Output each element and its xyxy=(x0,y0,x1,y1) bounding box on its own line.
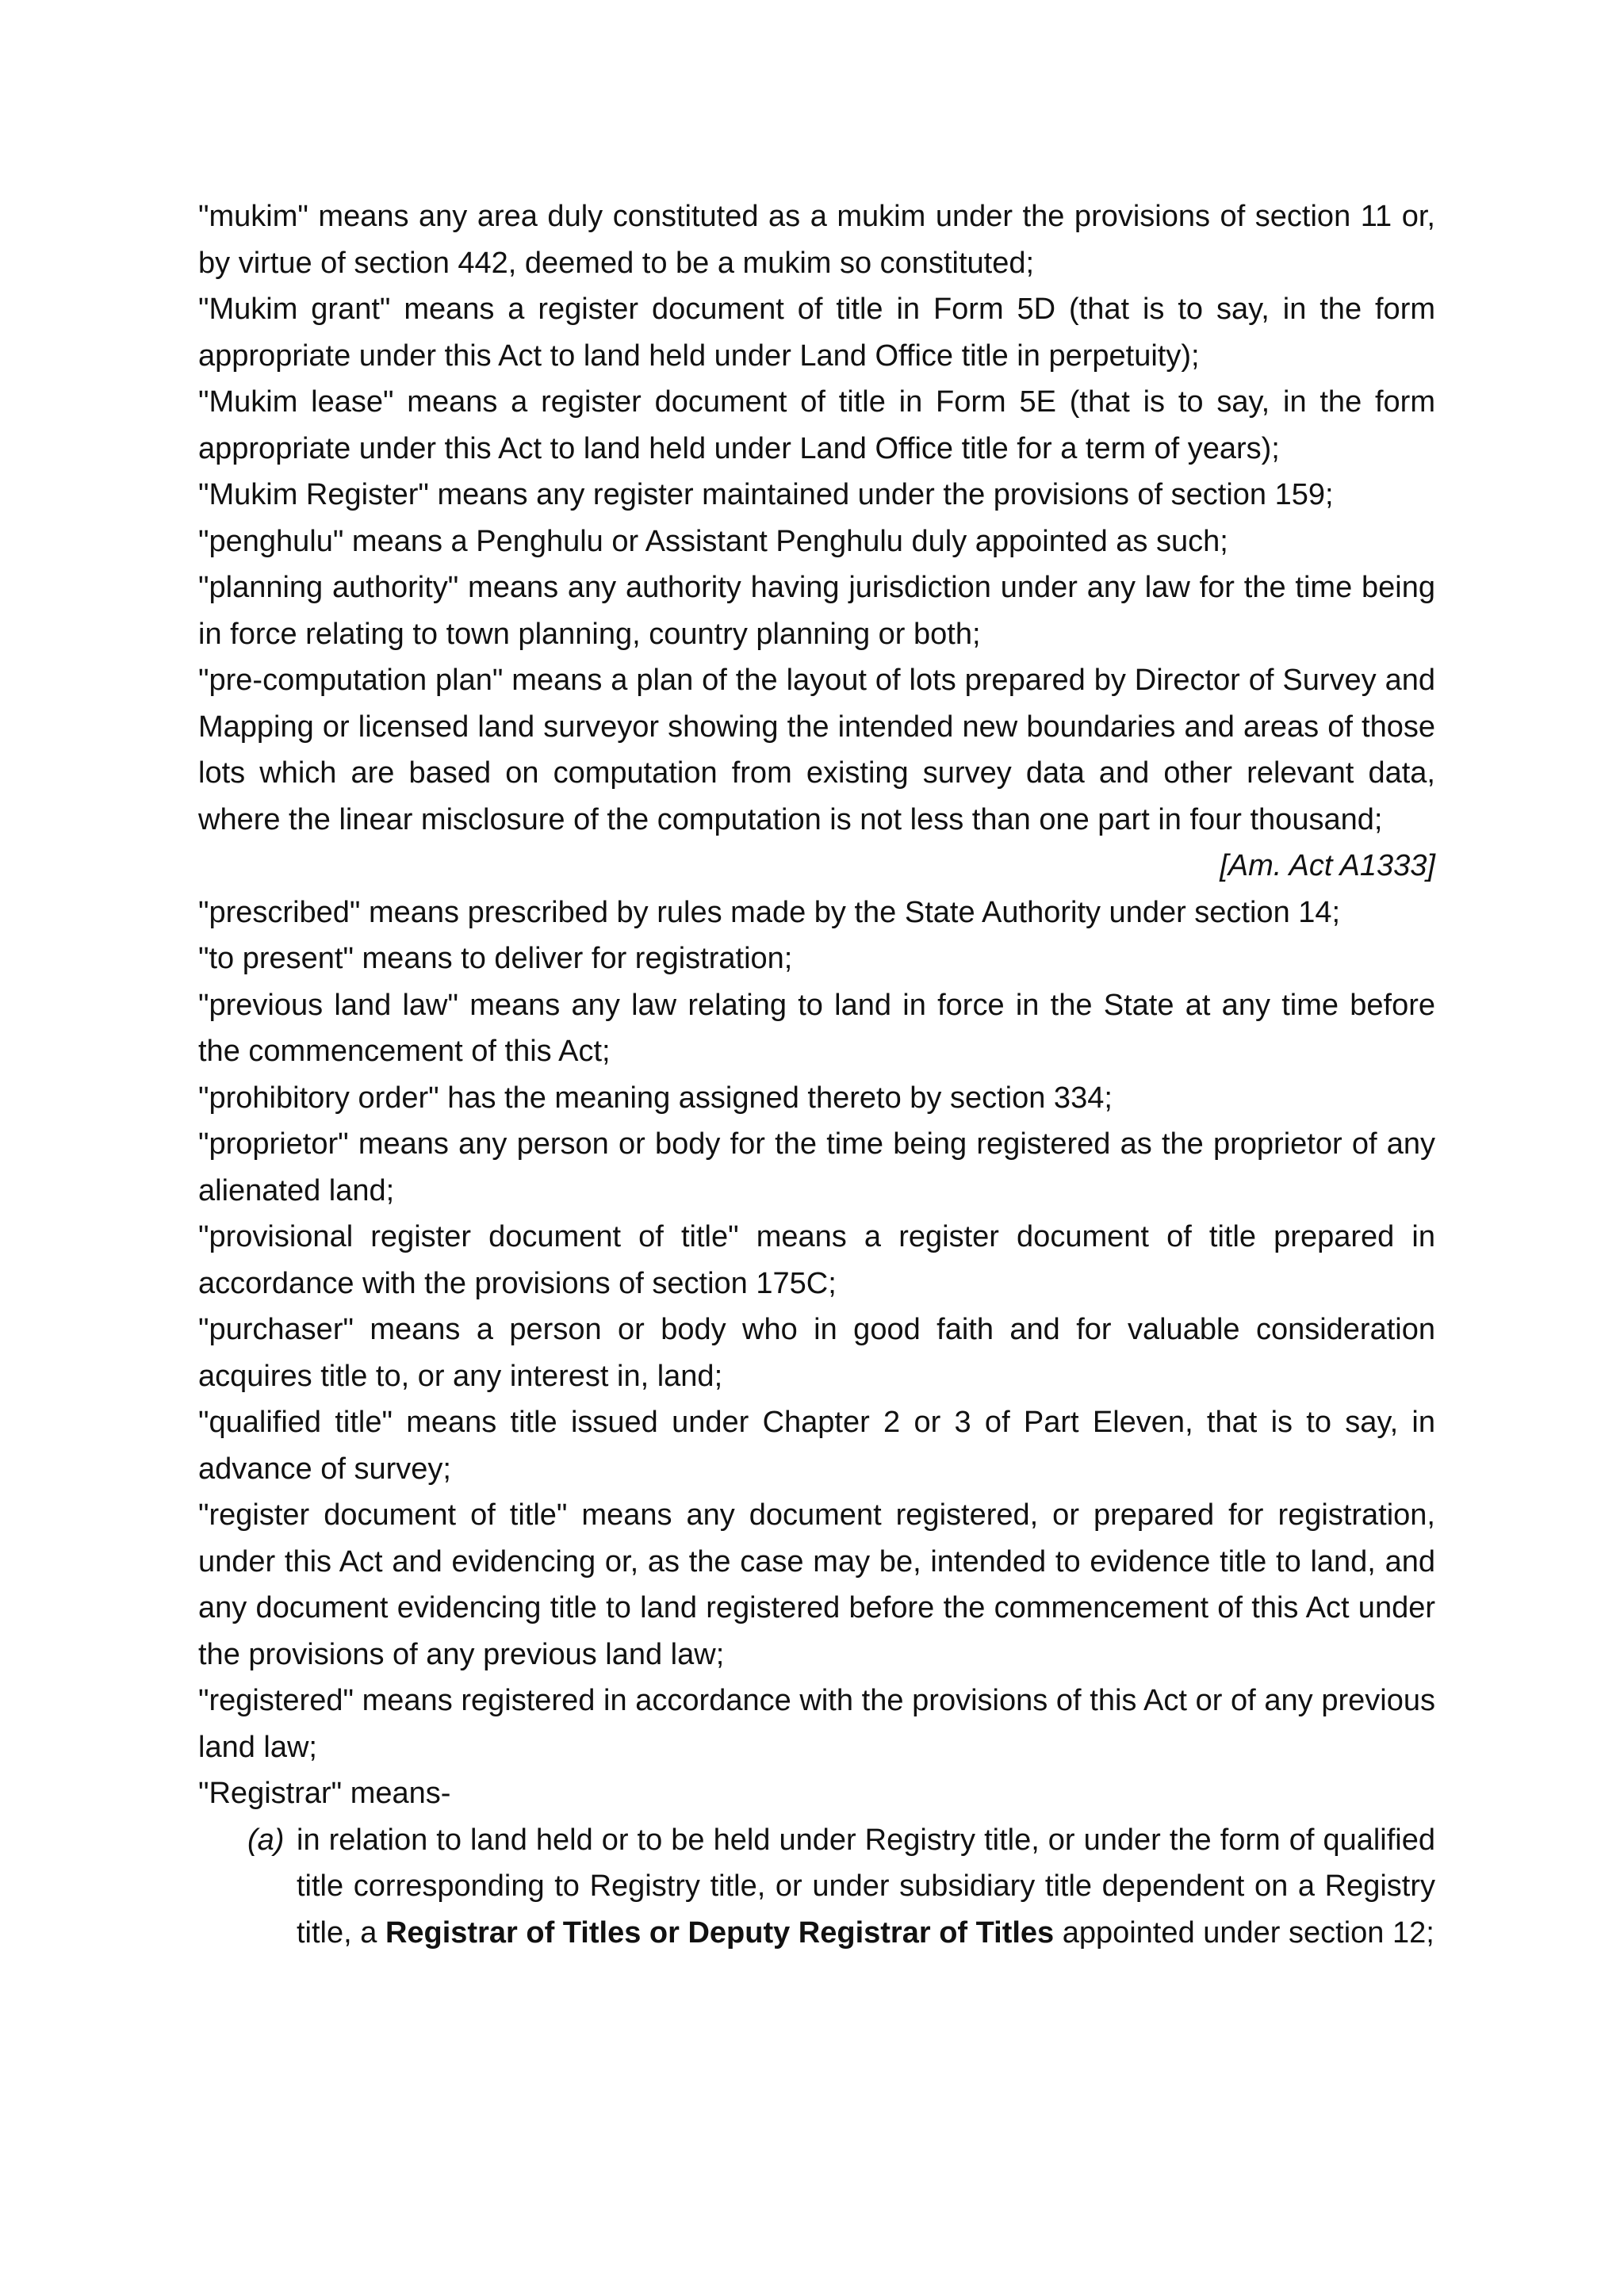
amendment-note: [Am. Act A1333] xyxy=(1220,849,1435,882)
definition-purchaser: "purchaser" means a person or body who in good faith and for valuable consideration acquires title to, or any interest in, land; xyxy=(198,1313,1435,1393)
item-text-end: appointed under section 12; xyxy=(1054,1915,1434,1950)
item-marker: (a) xyxy=(247,1823,285,1857)
document-page xyxy=(198,193,1435,1956)
definition-provisional-register-document: "provisional register document of title" means a register document of title prepared in accordance with the provisions of section 175C; xyxy=(198,1220,1435,1300)
definition-qualified-title: "qualified title" means title issued under Chapter 2 or 3 of Part Eleven, that is to say, in advance of survey; xyxy=(198,1406,1435,1486)
definition-mukim-grant: "Mukim grant" means a register document of title in Form 5D (that is to say, in the form appropriate under this Act to land held under Land Office title in perpetuity); xyxy=(198,293,1435,373)
definition-mukim-register: "Mukim Register" means any register maintained under the provisions of section 159; xyxy=(198,478,1334,511)
definition-to-present: "to present" means to deliver for registration; xyxy=(198,942,793,975)
definition-prohibitory-order: "prohibitory order" has the meaning assigned thereto by section 334; xyxy=(198,1081,1113,1115)
definition-mukim-lease: "Mukim lease" means a register document of title in Form 5E (that is to say, in the form appropriate under this Act to land held under Land Office title for a term of years); xyxy=(198,385,1435,465)
item-bold-text: Registrar of Titles or Deputy Registrar of Titles xyxy=(385,1915,1055,1950)
definition-registered: "registered" means registered in accordance with the provisions of this Act or of any previous land law; xyxy=(198,1684,1435,1764)
item-text: in relation to land held or to be held under Registry title, or under the form of qualified title corresponding to Registry title, or under subsidiary title dependent on a Registry title, a xyxy=(297,1823,1435,1950)
registrar-item-a xyxy=(247,1817,1435,1957)
definition-mukim: "mukim" means any area duly constituted as a mukim under the provisions of section 11 or, by virtue of section 442, deemed to be a mukim so constituted; xyxy=(198,200,1435,280)
definition-prescribed: "prescribed" means prescribed by rules made by the State Authority under section 14; xyxy=(198,895,1341,929)
definition-register-document-of-title: "register document of title" means any document registered, or prepared for registration, under this Act and evidencing or, as the case may be, intended to evidence title to land, and any document evidencing title to land registered before the commencement of this Act under the provisions of any previous land law; xyxy=(198,1498,1435,1671)
definition-registrar: "Registrar" means- xyxy=(198,1777,451,1810)
definition-pre-computation-plan: "pre-computation plan" means a plan of the layout of lots prepared by Director of Survey and Mapping or licensed land surveyor showing the intended new boundaries and areas of those lots which are based on computation from existing survey data and other relevant data, where the linear misclosure of the computation is not less than one part in four thousand; xyxy=(198,664,1435,836)
definition-proprietor: "proprietor" means any person or body for the time being registered as the proprietor of any alienated land; xyxy=(198,1127,1435,1207)
definition-penghulu: "penghulu" means a Penghulu or Assistant Penghulu duly appointed as such; xyxy=(198,524,1228,558)
definition-previous-land-law: "previous land law" means any law relating to land in force in the State at any time before the commencement of this Act; xyxy=(198,988,1435,1068)
definition-planning-authority: "planning authority" means any authority having jurisdiction under any law for the time being in force relating to town planning, country planning or both; xyxy=(198,571,1435,651)
